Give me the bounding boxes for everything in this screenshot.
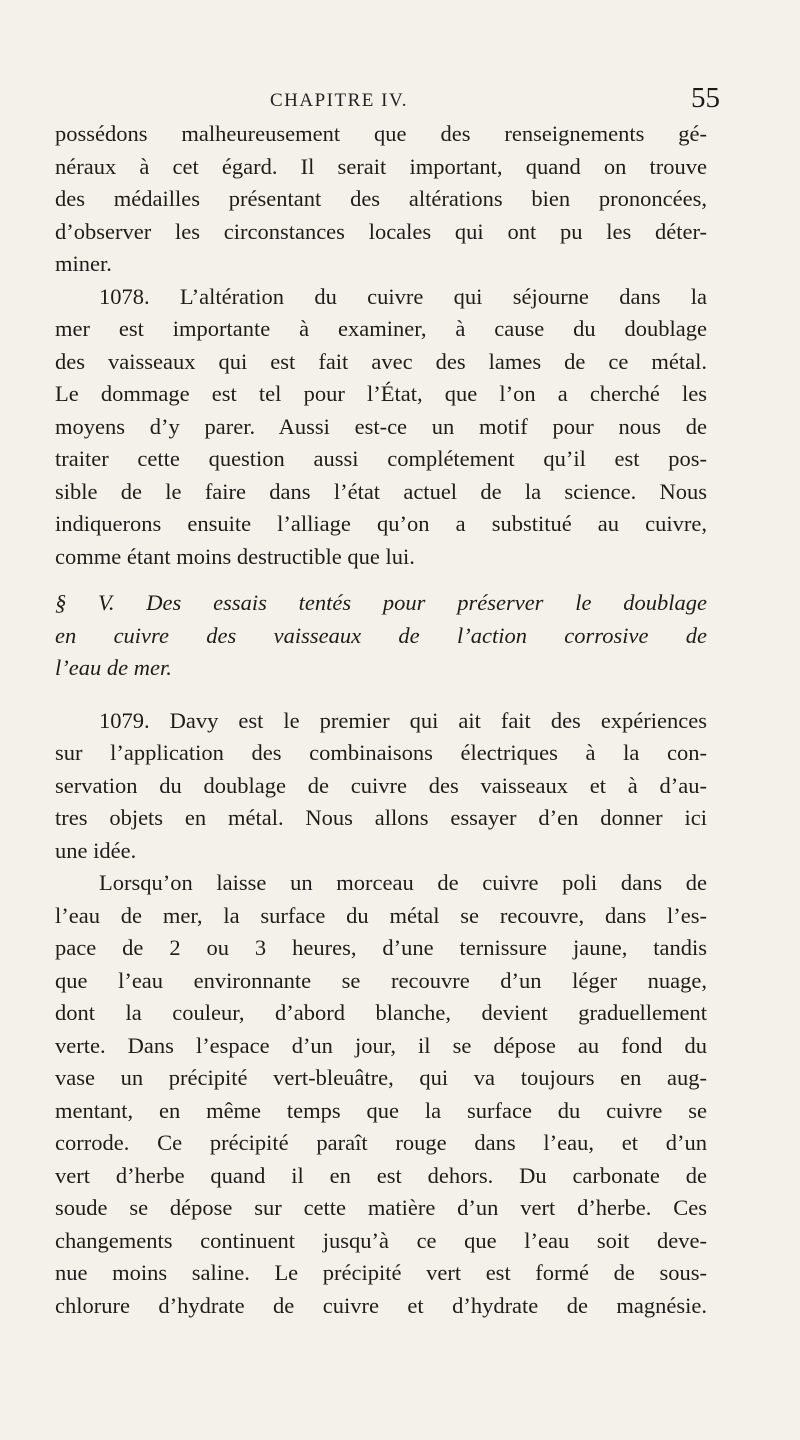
- text-line: vase un précipité vert-bleuâtre, qui va toujours en aug-: [55, 1065, 707, 1090]
- text-line: mentant, en même temps que la surface du cuivre se: [55, 1097, 707, 1123]
- text-line: comme étant moins destructible que lui.: [55, 543, 415, 569]
- text-line: pace de 2 ou 3 heures, d’une ternissure jaune, tandis: [55, 935, 707, 960]
- text-line: vert d’herbe quand il en est dehors. Du carbonate de: [55, 1162, 707, 1188]
- paragraph-lorsqu-on: [55, 867, 707, 1322]
- text-line: une idée.: [55, 837, 137, 863]
- paragraph-continuation: [55, 118, 707, 281]
- text-line: traiter cette question aussi complétement qu’il est pos-: [55, 446, 707, 471]
- text-line: néraux à cet égard. Il serait important, quand on trouve: [55, 153, 707, 179]
- text-line: sur l’application des combinaisons électriques à la con-: [55, 740, 707, 765]
- paragraph-1078: [55, 281, 707, 574]
- text-line: chlorure d’hydrate de cuivre et d’hydrate de magnésie.: [55, 1292, 707, 1318]
- text-line: indiquerons ensuite l’alliage qu’on a substitué au cuivre,: [55, 511, 707, 536]
- text-line: l’eau de mer, la surface du métal se recouvre, dans l’es-: [55, 902, 707, 928]
- text-line: possédons malheureusement que des renseignements gé-: [55, 121, 707, 146]
- chapter-title: CHAPITRE IV.: [270, 90, 408, 111]
- heading-line: l’eau de mer.: [55, 655, 172, 680]
- text-line: changements continuent jusqu’à ce que l’eau soit deve-: [55, 1227, 707, 1253]
- text-line: corrode. Ce précipité paraît rouge dans l’eau, et d’un: [55, 1130, 707, 1155]
- text-line: 1079. Davy est le premier qui ait fait des expériences: [99, 707, 707, 733]
- text-line: Lorsqu’on laisse un morceau de cuivre poli dans de: [99, 870, 707, 895]
- text-line: 1078. L’altération du cuivre qui séjourne dans la: [99, 283, 707, 309]
- text-line: Le dommage est tel pour l’État, que l’on a cherché les: [55, 381, 707, 406]
- text-line: miner.: [55, 251, 112, 276]
- text-line: que l’eau environnante se recouvre d’un léger nuage,: [55, 967, 707, 993]
- body-text: [55, 118, 707, 1322]
- text-line: sible de le faire dans l’état actuel de la science. Nous: [55, 478, 707, 504]
- text-line: des vaisseaux qui est fait avec des lames de ce métal.: [55, 348, 707, 374]
- text-line: servation du doublage de cuivre des vaisseaux et à d’au-: [55, 772, 707, 798]
- section-heading: [55, 587, 707, 685]
- text-line: moyens d’y parer. Aussi est-ce un motif pour nous de: [55, 413, 707, 439]
- paragraph-1079: [55, 705, 707, 868]
- text-line: dont la couleur, d’abord blanche, devient graduellement: [55, 1000, 707, 1025]
- text-line: soude se dépose sur cette matière d’un vert d’herbe. Ces: [55, 1195, 707, 1220]
- text-line: mer est importante à examiner, à cause du doublage: [55, 316, 707, 341]
- text-line: d’observer les circonstances locales qui ont pu les déter-: [55, 218, 707, 244]
- text-line: tres objets en métal. Nous allons essayer d’en donner ici: [55, 805, 707, 830]
- heading-line: § V. Des essais tentés pour préserver le doublage: [55, 590, 707, 615]
- page-header: [150, 82, 720, 122]
- page-number: 55: [691, 82, 720, 114]
- text-line: des médailles présentant des altérations bien prononcées,: [55, 186, 707, 211]
- text-line: nue moins saline. Le précipité vert est formé de sous-: [55, 1260, 707, 1285]
- text-line: verte. Dans l’espace d’un jour, il se dépose au fond du: [55, 1032, 707, 1058]
- heading-line: en cuivre des vaisseaux de l’action corrosive de: [55, 622, 707, 648]
